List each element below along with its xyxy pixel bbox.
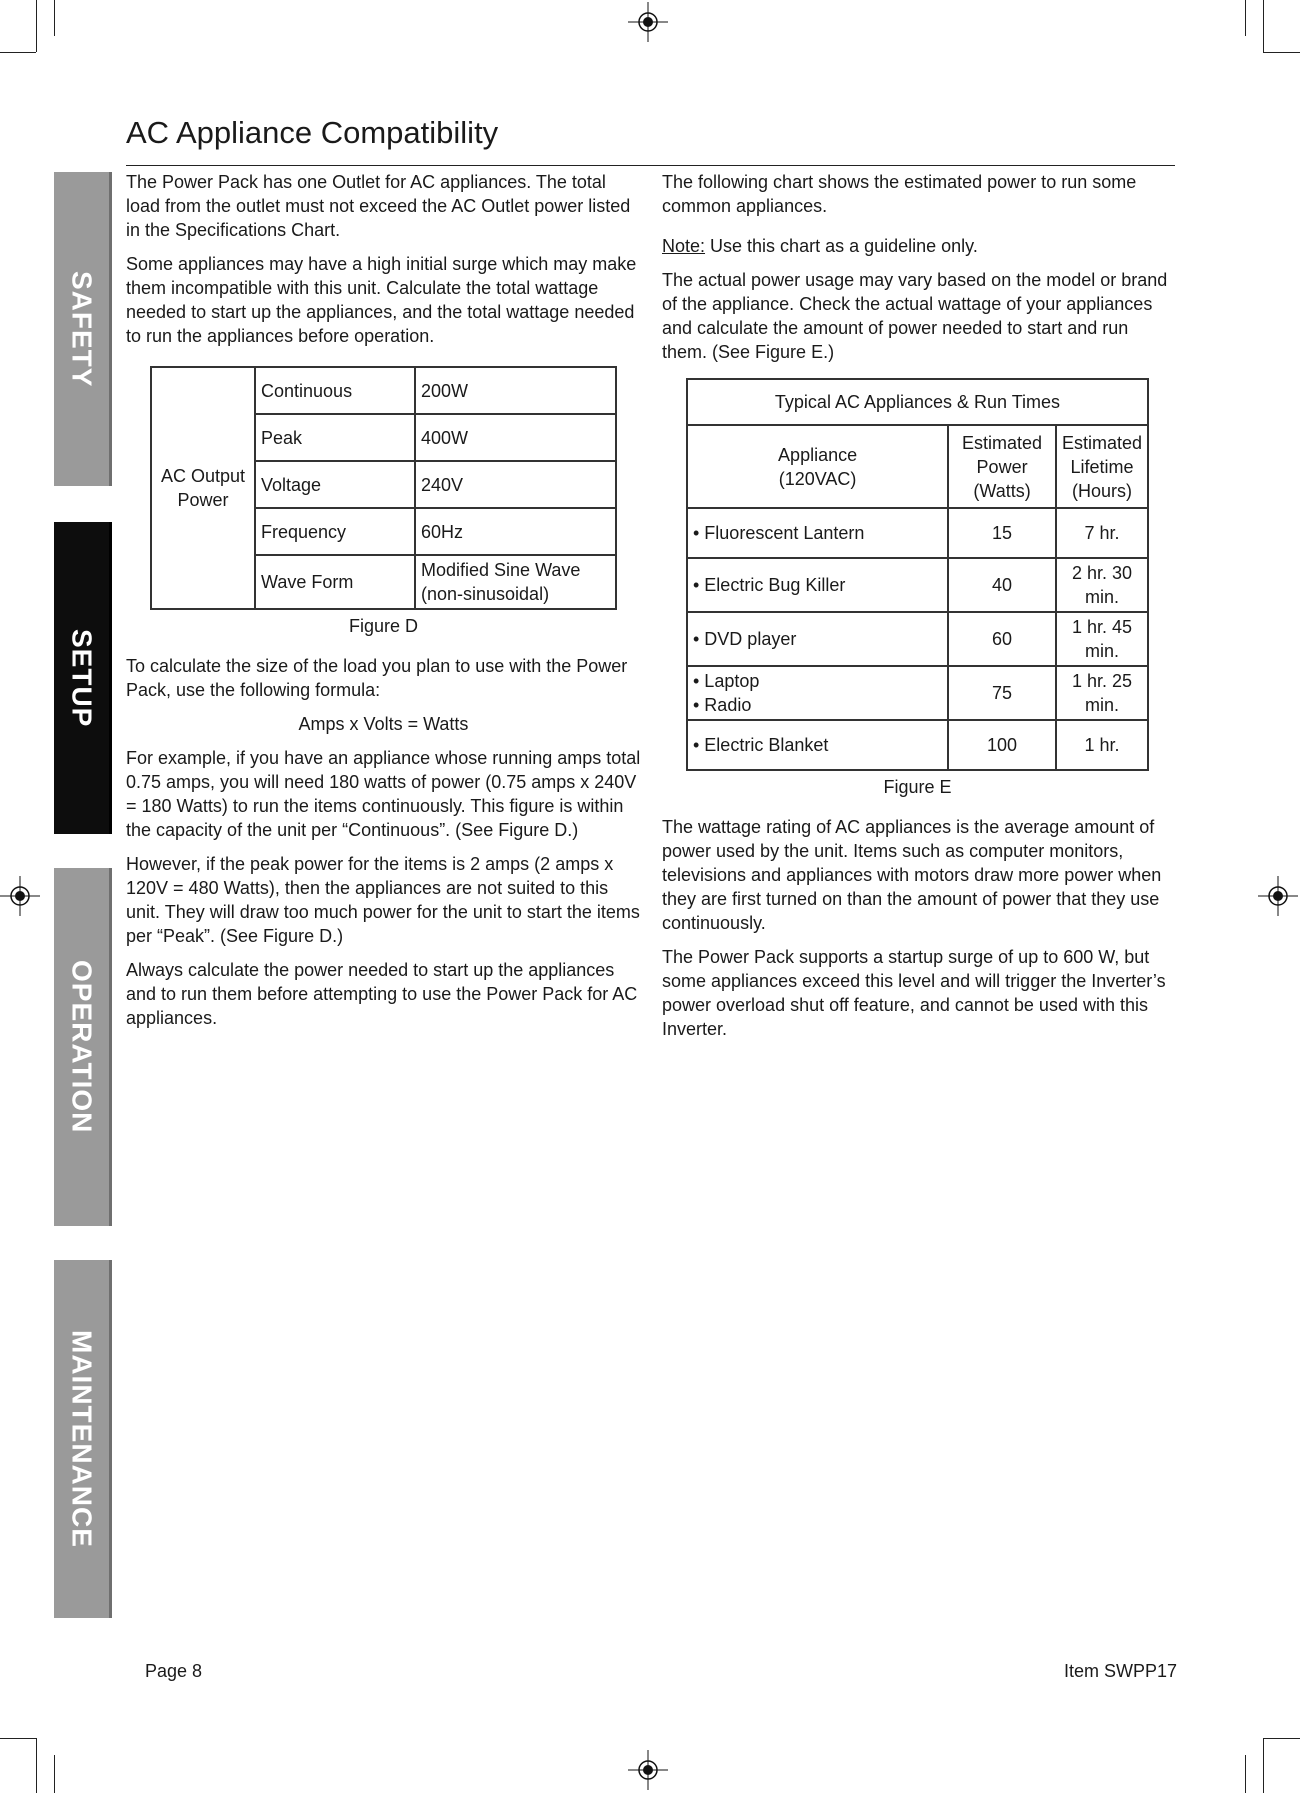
registration-mark-icon — [1258, 876, 1298, 916]
crop-mark — [36, 0, 37, 52]
appliance-name: • Laptop • Radio — [687, 666, 948, 720]
appliance-table-caption: Typical AC Appliances & Run Times — [687, 379, 1148, 425]
appliance-name: • DVD player — [687, 612, 948, 666]
spec-group-label: AC Output Power — [151, 367, 255, 609]
page-number: Page 8 — [145, 1661, 203, 1681]
item-number: Item SWPP17 — [1063, 1661, 1177, 1681]
spec-value: Modified Sine Wave (non-sinusoidal) — [415, 555, 616, 609]
appliance-lifetime: 2 hr. 30 min. — [1056, 558, 1148, 612]
spec-name: Peak — [255, 414, 415, 461]
appliance-table — [686, 378, 1149, 771]
paragraph: For example, if you have an appliance whose running amps total 0.75 amps, you will need 180 watts of power (0.75 amps x 240V = 180 Watts) to run the items continuously. This figure is within the capacity of the unit per “Continuous”. (See Figure D.) — [126, 748, 641, 840]
page-title: AC Appliance Compatibility — [126, 115, 499, 150]
registration-mark-icon — [0, 876, 40, 916]
side-tab-operation[interactable] — [54, 868, 112, 1226]
crop-mark — [1263, 1738, 1300, 1739]
registration-mark-icon — [628, 1750, 668, 1790]
note-text: Use this chart as a guideline only. — [705, 236, 978, 256]
column-header: Estimated Lifetime (Hours) — [1056, 425, 1148, 508]
paragraph: Always calculate the power needed to start up the appliances and to run them before attempting to use the Power Pack for AC appliances. — [126, 960, 638, 1028]
crop-mark — [1245, 0, 1246, 36]
figure-caption: Figure E — [883, 777, 952, 797]
crop-mark — [0, 1738, 36, 1739]
crop-mark — [1263, 0, 1264, 52]
note — [662, 234, 1172, 258]
column-header: Appliance (120VAC) — [687, 425, 948, 508]
paragraph: The actual power usage may vary based on the model or brand of the appliance. Check the actual wattage of your appliances and calculate the amount of power needed to start and run them. (See Figure E.) — [662, 270, 1168, 362]
spec-name: Continuous — [255, 367, 415, 414]
right-column — [662, 170, 1172, 1051]
spec-value: 200W — [415, 367, 616, 414]
side-tab-maintenance[interactable] — [54, 1260, 112, 1618]
crop-mark — [1245, 1755, 1246, 1793]
crop-mark — [54, 1755, 55, 1793]
appliance-power: 60 — [948, 612, 1056, 666]
paragraph: The Power Pack supports a startup surge of up to 600 W, but some appliances exceed this level and will trigger the Inverter’s power overload shut off feature, and cannot be used with this Inverter. — [662, 947, 1166, 1039]
title-divider — [126, 165, 1175, 166]
paragraph: To calculate the size of the load you plan to use with the Power Pack, use the following formula: — [126, 656, 628, 700]
left-column — [126, 170, 641, 1040]
figure-caption: Figure D — [348, 616, 419, 636]
column-header: Estimated Power (Watts) — [948, 425, 1056, 508]
appliance-power: 100 — [948, 720, 1056, 770]
side-tab-label: SETUP — [66, 628, 98, 728]
side-tab-safety[interactable] — [54, 172, 112, 486]
crop-mark — [54, 0, 55, 36]
paragraph: However, if the peak power for the items is 2 amps (2 amps x 120V = 480 Watts), then the appliances are not suited to this unit. They will draw too much power for the unit to start the items per “Peak”. (See Figure D.) — [126, 854, 640, 946]
registration-mark-icon — [628, 2, 668, 42]
formula: Amps x Volts = Watts — [298, 714, 469, 734]
appliance-lifetime: 7 hr. — [1056, 508, 1148, 558]
crop-mark — [36, 1738, 37, 1793]
appliance-name: • Electric Blanket — [687, 720, 948, 770]
crop-mark — [1263, 52, 1300, 53]
paragraph: The Power Pack has one Outlet for AC appliances. The total load from the outlet must not exceed the AC Outlet power listed in the Specifications Chart. — [126, 172, 631, 240]
spec-name: Wave Form — [255, 555, 415, 609]
side-tab-setup[interactable] — [54, 522, 112, 834]
appliance-name: • Electric Bug Killer — [687, 558, 948, 612]
spec-table — [150, 366, 617, 610]
appliance-lifetime: 1 hr. 45 min. — [1056, 612, 1148, 666]
appliance-power: 15 — [948, 508, 1056, 558]
spec-value: 400W — [415, 414, 616, 461]
note-label: Note: — [662, 236, 706, 256]
crop-mark — [1263, 1738, 1264, 1793]
appliance-lifetime: 1 hr. — [1056, 720, 1148, 770]
appliance-lifetime: 1 hr. 25 min. — [1056, 666, 1148, 720]
paragraph: The following chart shows the estimated power to run some common appliances. — [662, 172, 1137, 216]
spec-name: Voltage — [255, 461, 415, 508]
appliance-power: 40 — [948, 558, 1056, 612]
side-tab-label: SAFETY — [66, 270, 98, 388]
spec-name: Frequency — [255, 508, 415, 555]
side-tab-label: MAINTENANCE — [66, 1330, 98, 1548]
spec-value: 60Hz — [415, 508, 616, 555]
crop-mark — [0, 52, 36, 53]
paragraph: The wattage rating of AC appliances is the average amount of power used by the unit. Items such as computer monitors, televisions and appliances with motors draw more power when they are first turned on than the amount of power that they use continuously. — [662, 817, 1162, 933]
appliance-name: • Fluorescent Lantern — [687, 508, 948, 558]
side-tab-label: OPERATION — [66, 960, 98, 1134]
paragraph: Some appliances may have a high initial surge which may make them incompatible with this unit. Calculate the total wattage needed to start up the appliances, and the total wattage needed to run the appliances before operation. — [126, 254, 637, 346]
spec-value: 240V — [415, 461, 616, 508]
appliance-power: 75 — [948, 666, 1056, 720]
